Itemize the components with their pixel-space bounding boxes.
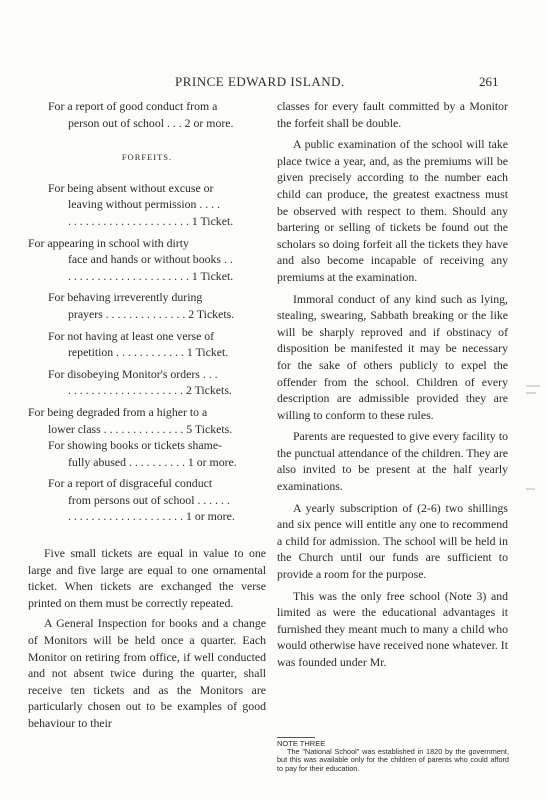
footnote-heading: NOTE THREE: [277, 739, 326, 748]
entry-line: For being absent without excuse or: [48, 180, 214, 195]
entry-line: For not having at least one verse of: [48, 328, 215, 343]
entry-line: repetition . . . . . . . . . . . . 1 Ticket.: [68, 345, 229, 360]
entry-line: For disobeying Monitor's orders . . .: [48, 366, 218, 381]
right-column: [277, 98, 508, 671]
entry-line: For a report of disgraceful conduct: [48, 476, 213, 491]
paragraph: Five small tickets are equal in value to one large and five large are equal to one ornamental ticket. When tickets are exchanged the verse printed on them must be correctly repeated.: [28, 546, 266, 610]
paragraph: Immoral conduct of any kind such as lying, stealing, swearing, Sabbath breaking or the like will be sharply reproved and if obstinacy of disposition be manifested it may be necessary for the sake of others publicly to expel the offender from the school. Children of every description are admissible provided they are willing to conform to these rules.: [277, 291, 508, 422]
forfeit-item: [48, 475, 266, 525]
running-head: PRINCE EDWARD ISLAND.: [175, 74, 345, 89]
margin-smudge: [526, 488, 535, 490]
margin-smudge: [526, 392, 536, 394]
entry-line: . . . . . . . . . . . . . . . . . . . . . 1 Ticket.: [68, 268, 234, 283]
footnote-text: The "National School" was established in 1820 by the government, but this was available only for the children of parents who could afford to pay for their education.: [277, 747, 509, 773]
entry-line: face and hands or without books . .: [68, 252, 233, 267]
entry-line: fully abused . . . . . . . . . . 1 or more.: [68, 454, 237, 469]
footnote-rule: [277, 737, 315, 738]
paragraph: A yearly subscription of (2-6) two shillings and six pence will entitle any one to recommend a child for admission. The school will be held in the Church until our funds are sufficient to provide a room for the purpose.: [277, 500, 508, 582]
entry-line: For behaving irreverently during: [48, 290, 203, 305]
forfeits-heading: FORFEITS.: [121, 152, 173, 163]
entry-line: . . . . . . . . . . . . . . . . . . . . . 1 Ticket.: [68, 213, 234, 228]
forfeit-item: [48, 180, 266, 230]
paragraph: classes for every fault committed by a Monitor the forfeit shall be double.: [277, 99, 508, 130]
forfeit-item: [48, 366, 266, 399]
entry-line: For appearing in school with dirty: [28, 235, 189, 250]
page-header: [0, 74, 547, 90]
forfeit-item: [48, 437, 266, 470]
page-number: 261: [479, 74, 499, 89]
entry-line: . . . . . . . . . . . . . . . . . . . . 2 Tickets.: [68, 383, 232, 398]
paragraph: Parents are requested to give every facility to the punctual attendance of the children. They are also invited to be present at the half yearly examinations.: [277, 429, 508, 494]
entry-line: person out of school . . . 2 or more.: [68, 115, 234, 130]
entry-line: from persons out of school . . . . . .: [68, 492, 230, 507]
forfeit-item: [28, 404, 266, 437]
paragraph: A public examination of the school will take place twice a year, and, as the premiums will be given precisely according to the number each child can produce, the greatest exactness must be observed with respect to them. Should any bartering or selling of tickets be found out the scholars so doing forfeit all the tickets they have and also become incapable of receiving any premiums at the examination.: [277, 137, 508, 284]
entry-line: lower class . . . . . . . . . . . . . . 5 Tickets.: [48, 421, 233, 436]
forfeit-item: [48, 328, 266, 361]
left-column: [28, 98, 266, 732]
good-conduct-entry: [48, 98, 266, 131]
entry-line: prayers . . . . . . . . . . . . . . 2 Tickets.: [68, 306, 235, 321]
entry-line: For being degraded from a higher to a: [28, 404, 208, 419]
entry-line: leaving without permission . . . .: [68, 197, 221, 212]
paragraph: A General Inspection for books and a change of Monitors will be held once a quarter. Each Monitor on retiring from office, if well conducted and not absent twice during the quarter, shall receive ten tickets and as the Monitors are particularly chosen out to be examples of good behaviour to their: [28, 616, 266, 730]
forfeit-item: [48, 289, 266, 322]
forfeits-list: [28, 180, 266, 525]
paragraph: This was the only free school (Note 3) and limited as were the educational advantages it furnished they meant much to many a child who would otherwise have received none whatever. It was founded under Mr.: [277, 588, 508, 669]
entry-line: For a report of good conduct from a: [48, 99, 218, 113]
entry-line: . . . . . . . . . . . . . . . . . . . . 1 or more.: [68, 509, 235, 524]
entry-line: For showing books or tickets shame-: [48, 438, 222, 453]
forfeit-item: [28, 235, 266, 285]
margin-smudge: [526, 385, 540, 387]
